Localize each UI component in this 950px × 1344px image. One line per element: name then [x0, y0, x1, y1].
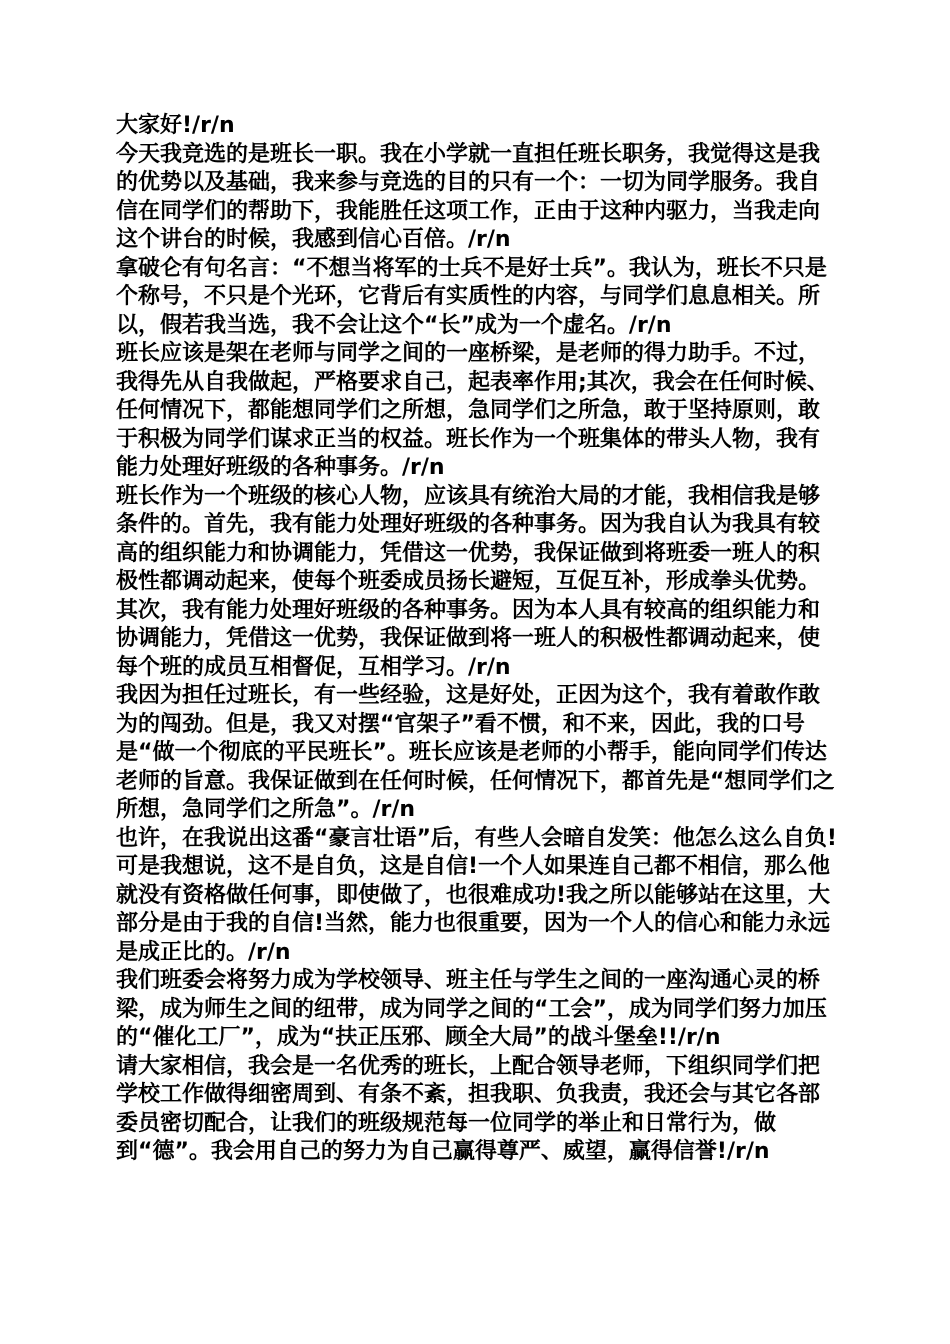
paragraph-bridge-role: 班长应该是架在老师与同学之间的一座桥梁，是老师的得力助手。不过，我得先从自我做起，严格要求自己，起表率作用;其次，我会在任何时候、任何情况下，都能想同学们之所想，急同学们之所急，敢于坚持原则，敢于积极为同学们谋求正当的权益。班长作为一个班集体的带头人物，我有能力处理好班级的各种事务。/r/n: [116, 341, 829, 480]
paragraph-napoleon-quote: 拿破仑有句名言：“不想当将军的士兵不是好士兵”。我认为，班长不只是个称号，不只是个光环，它背后有实质性的内容，与同学们息息相关。所以，假若我当选，我不会让这个“长”成为一个虚名。/r/n: [116, 255, 827, 338]
document-body: [116, 112, 838, 1167]
paragraph-experience: 我因为担任过班长，有一些经验，这是好处，正因为这个，我有着敢作敢为的闯劲。但是，我又对摆“官架子”看不惯，和不来，因此，我的口号是“做一个彻底的平民班长”。班长应该是老师的小帮手，能向同学们传达老师的旨意。我保证做到在任何时候，任何情况下，都首先是“想同学们之所想，急同学们之所急”。/r/n: [116, 683, 835, 822]
paragraph-committee-goal: 我们班委会将努力成为学校领导、班主任与学生之间的一座沟通心灵的桥梁，成为师生之间的纽带，成为同学之间的“工会”，成为同学们努力加压的“催化工厂”，成为“扶正压邪、顾全大局”的战斗堡垒!!/r/n: [116, 968, 827, 1050]
paragraph-introduction: 今天我竞选的是班长一职。我在小学就一直担任班长职务，我觉得这是我的优势以及基础，我来参与竞选的目的只有一个：一切为同学服务。我自信在同学们的帮助下，我能胜任这项工作，正由于这种内驱力，当我走向这个讲台的时候，我感到信心百倍。/r/n: [116, 141, 821, 252]
paragraph-closing: 请大家相信，我会是一名优秀的班长，上配合领导老师，下组织同学们把学校工作做得细密周到、有条不紊，担我职、负我责，我还会与其它各部委员密切配合，让我们的班级规范每一位同学的举止和日常行为，做到“德”。我会用自己的努力为自己赢得尊严、威望，赢得信誉!/r/n: [116, 1053, 821, 1164]
paragraph-greeting: 大家好!/r/n: [116, 113, 235, 138]
paragraph-core-leader: 班长作为一个班级的核心人物，应该具有统治大局的才能，我相信我是够条件的。首先，我有能力处理好班级的各种事务。因为我自认为我具有较高的组织能力和协调能力，凭借这一优势，我保证做到将班委一班人的积极性都调动起来，使每个班委成员扬长避短，互促互补，形成拳头优势。其次，我有能力处理好班级的各种事务。因为本人具有较高的组织能力和协调能力，凭借这一优势，我保证做到将一班人的积极性都调动起来，使每个班的成员互相督促，互相学习。/r/n: [116, 483, 821, 680]
paragraph-confidence: 也许，在我说出这番“豪言壮语”后，有些人会暗自发笑：他怎么这么自负!可是我想说，这不是自负，这是自信!一个人如果连自己都不相信，那么他就没有资格做任何事，即使做了，也很难成功!我之所以能够站在这里，大部分是由于我的自信!当然，能力也很重要，因为一个人的信心和能力永远是成正比的。/r/n: [116, 825, 837, 965]
